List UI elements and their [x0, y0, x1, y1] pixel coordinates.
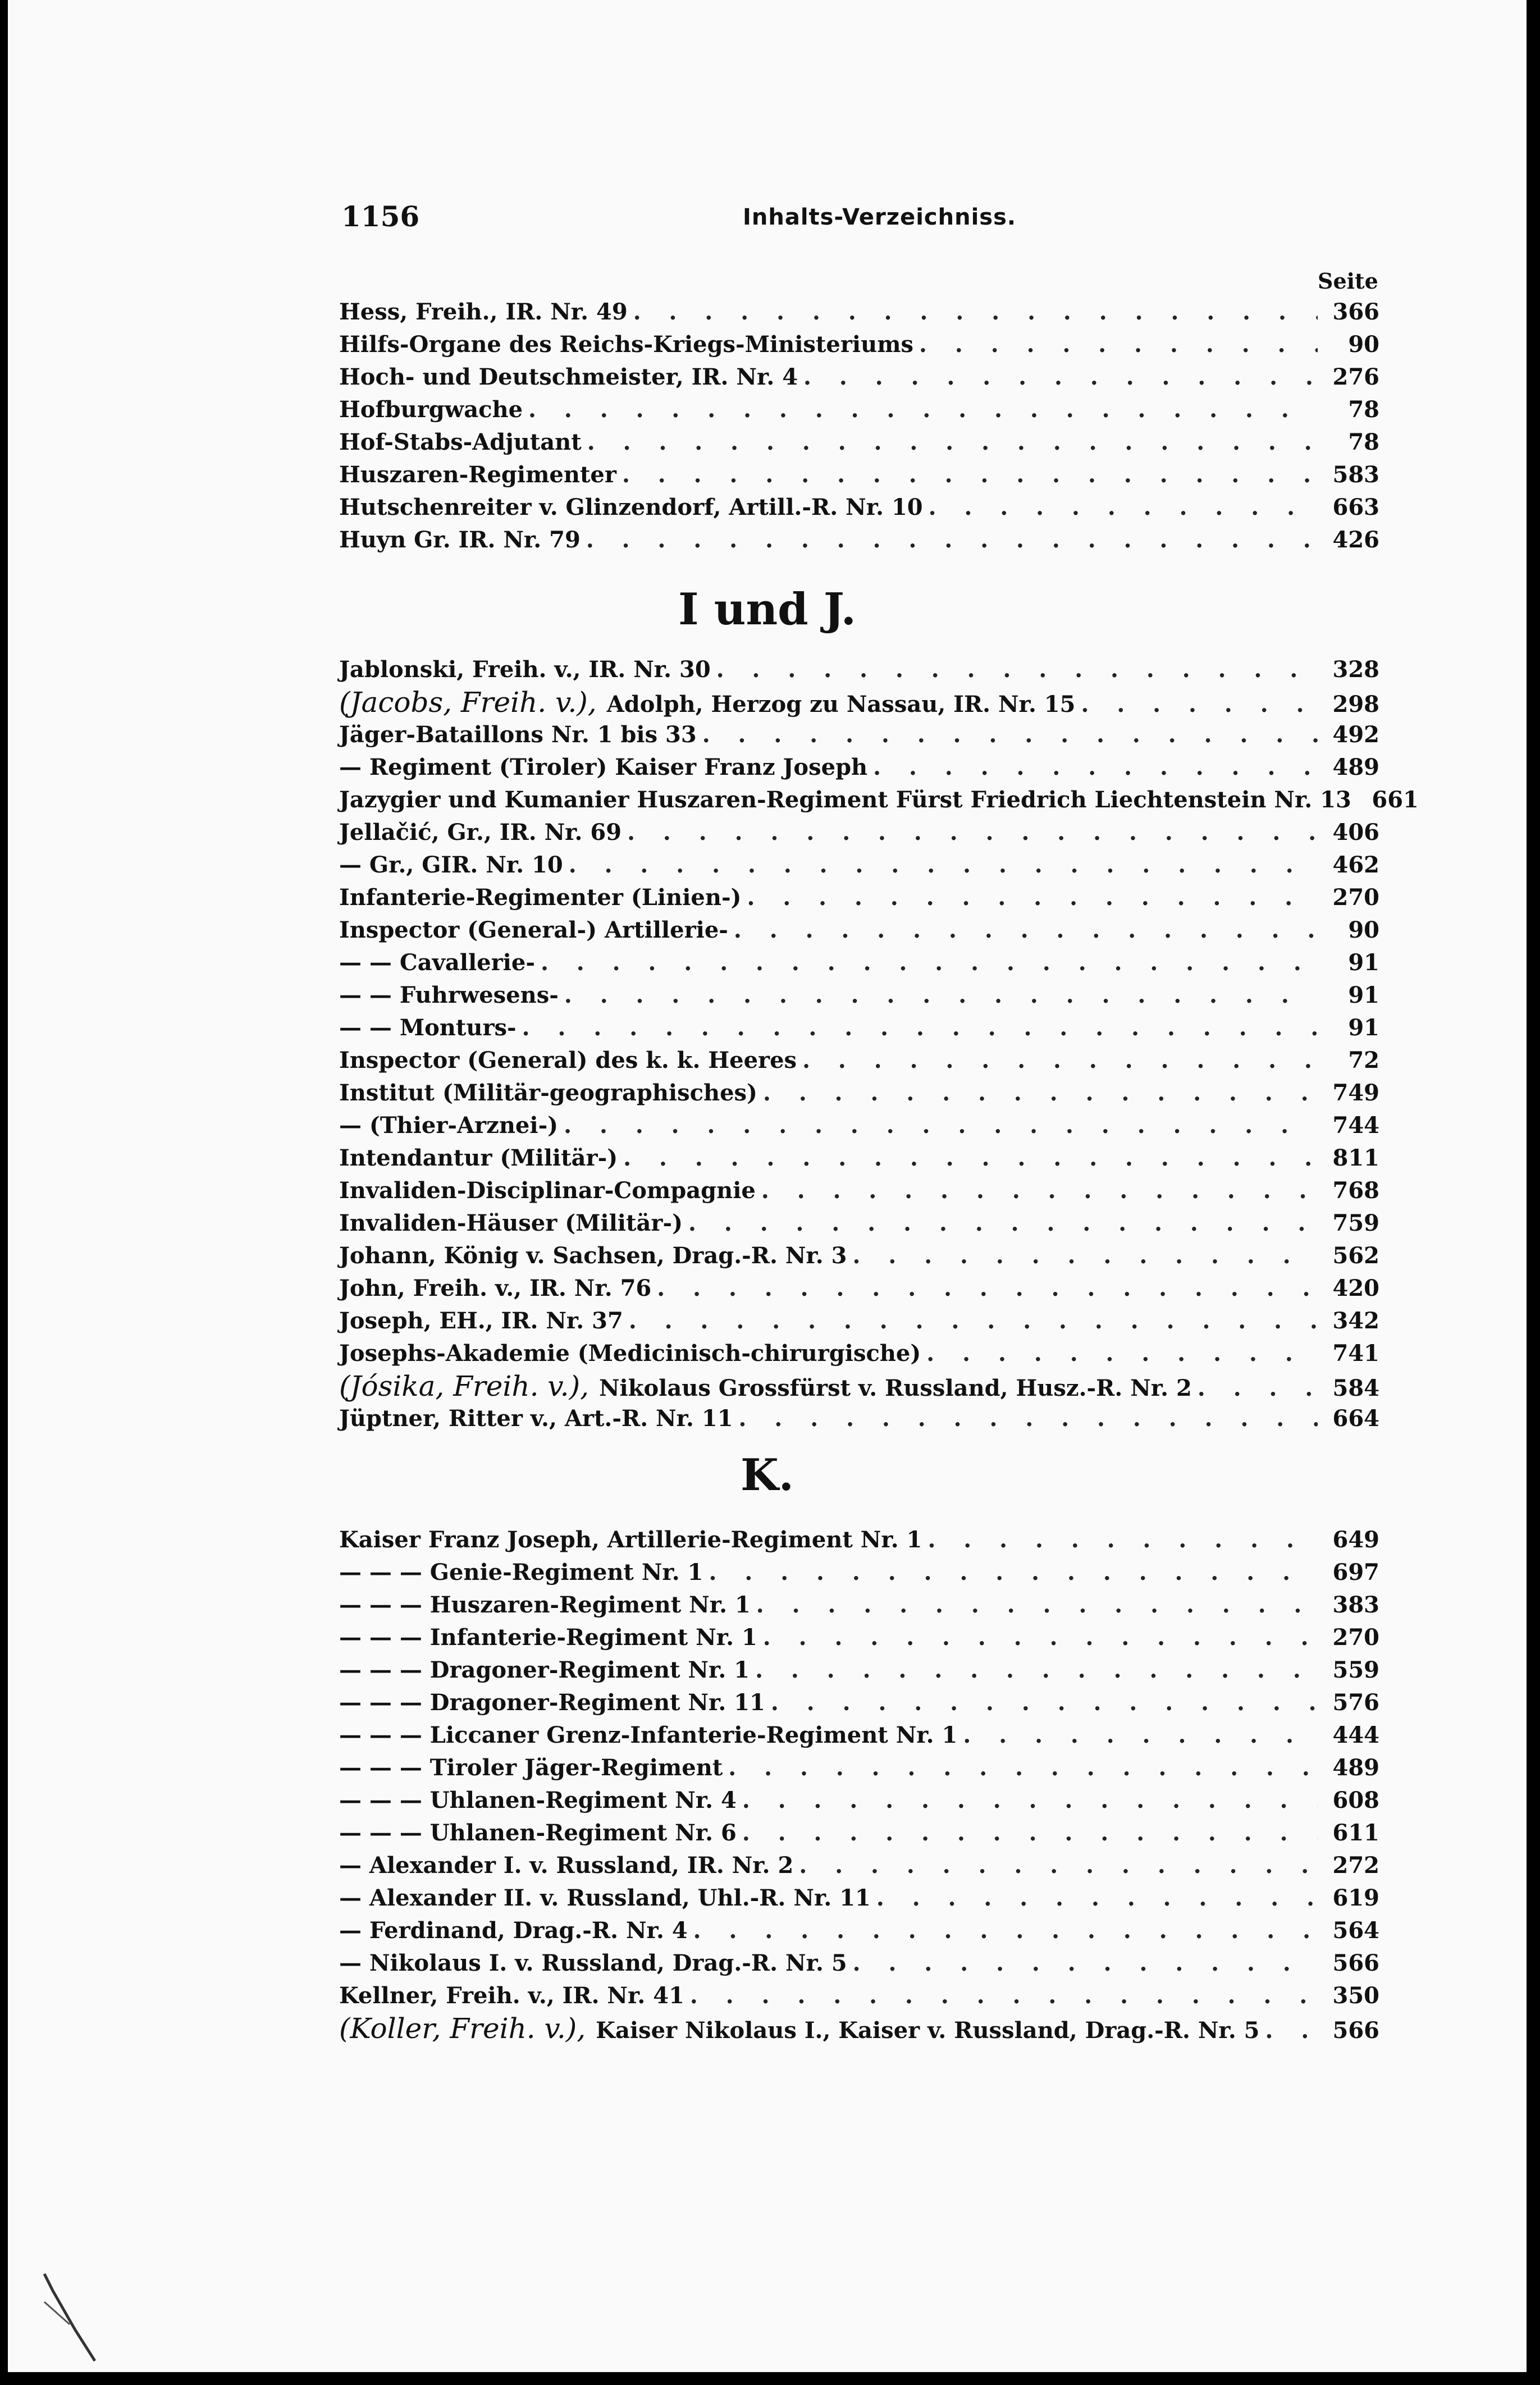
dot-leader	[963, 1719, 1318, 1752]
index-entry-page: 744	[1332, 1112, 1379, 1139]
index-entry-label: Invaliden-Häuser (Militär-)	[339, 1210, 683, 1236]
index-entry-label: Jellačić, Gr., IR. Nr. 69	[339, 819, 622, 846]
index-entry	[339, 1621, 1379, 1654]
index-entry-label: Hutschenreiter v. Glinzendorf, Artill.-R. Nr. 10	[339, 494, 923, 520]
index-entry-page: 91	[1348, 1015, 1379, 1041]
index-entry-page: 90	[1348, 917, 1379, 943]
dot-leader	[734, 914, 1318, 947]
index-entry	[339, 947, 1379, 979]
index-entry	[339, 394, 1379, 426]
index-block-k	[339, 1524, 1379, 2045]
dot-leader	[564, 979, 1318, 1012]
index-entry-label: Huszaren-Regimenter	[339, 462, 616, 488]
index-entry	[339, 1915, 1379, 1947]
index-entry-page: 78	[1348, 429, 1379, 455]
dot-leader	[522, 1012, 1318, 1044]
index-entry	[339, 1402, 1379, 1435]
index-entry-label: Huyn Gr. IR. Nr. 79	[339, 527, 581, 553]
dot-leader	[1081, 688, 1318, 721]
index-entry-label: Adolph, Herzog zu Nassau, IR. Nr. 15	[606, 691, 1076, 718]
dot-leader	[876, 1882, 1318, 1915]
index-entry-label: Hofburgwache	[339, 396, 523, 423]
dot-leader	[688, 1207, 1318, 1240]
index-entry-page: 350	[1332, 1982, 1379, 2009]
index-entry-page: 566	[1332, 2017, 1379, 2044]
index-entry-page: 366	[1332, 299, 1379, 325]
dot-leader	[742, 1817, 1318, 1849]
index-entry-italic-name: (Jósika, Freih. v.),	[339, 1370, 589, 1402]
index-entry-label: — Alexander II. v. Russland, Uhl.-R. Nr. 11	[339, 1885, 871, 1911]
page-fold-mark	[42, 2268, 103, 2364]
index-entry	[339, 719, 1379, 751]
index-entry-page: 584	[1332, 1375, 1379, 1401]
index-entry-page: 559	[1332, 1657, 1379, 1683]
dot-leader	[756, 1589, 1318, 1621]
index-entry-italic-name: (Koller, Freih. v.),	[339, 2012, 586, 2045]
dot-leader	[569, 849, 1318, 881]
running-head	[341, 200, 1341, 234]
page-column-header: Seite	[1318, 268, 1378, 294]
index-block-h	[339, 296, 1379, 556]
dot-leader	[1198, 1372, 1318, 1405]
index-entry-label: — — — Dragoner-Regiment Nr. 11	[339, 1689, 765, 1716]
index-entry	[339, 816, 1379, 849]
index-entry-label: Jüptner, Ritter v., Art.-R. Nr. 11	[339, 1405, 733, 1432]
index-entry-page: 697	[1332, 1559, 1379, 1586]
dot-leader	[633, 296, 1318, 328]
index-entry	[339, 1240, 1379, 1272]
index-entry-page: 811	[1332, 1145, 1379, 1171]
index-entry-label: Jazygier und Kumanier Huszaren-Regiment Fürst Friedrich Liechtenstein Nr. 13	[339, 787, 1351, 813]
index-entry-label: Hilfs-Organe des Reichs-Kriegs-Ministeriums	[339, 331, 914, 358]
dot-leader	[657, 1272, 1318, 1305]
index-entry-page: 611	[1332, 1820, 1379, 1846]
index-entry	[339, 296, 1379, 328]
dot-leader	[586, 524, 1318, 556]
dot-leader	[926, 1337, 1318, 1370]
index-entry-label: Joseph, EH., IR. Nr. 37	[339, 1308, 623, 1334]
index-entry-page: 619	[1332, 1885, 1379, 1911]
index-entry	[339, 1272, 1379, 1305]
index-entry	[339, 459, 1379, 491]
index-entry-page: 426	[1332, 527, 1379, 553]
index-entry-page: 78	[1348, 396, 1379, 423]
index-entry-label: — Regiment (Tiroler) Kaiser Franz Joseph	[339, 754, 868, 780]
index-entry-page: 564	[1332, 1917, 1379, 1944]
index-entry-page: 91	[1348, 949, 1379, 976]
index-entry-page: 566	[1332, 1950, 1379, 1976]
dot-leader	[564, 1109, 1318, 1142]
dot-leader	[623, 1142, 1318, 1175]
index-entry	[339, 1175, 1379, 1207]
dot-leader	[739, 1402, 1318, 1435]
dot-leader	[803, 361, 1318, 394]
index-entry-page: 489	[1332, 754, 1379, 780]
index-entry	[339, 654, 1379, 686]
section-heading-k: K.	[741, 1450, 794, 1501]
index-entry-label: Hess, Freih., IR. Nr. 49	[339, 299, 628, 325]
dot-leader	[716, 654, 1318, 686]
index-entry-label: Institut (Militär-geographisches)	[339, 1080, 757, 1106]
index-entry-label: — — — Liccaner Grenz-Infanterie-Regiment Nr. 1	[339, 1722, 958, 1748]
index-entry-label: — — — Uhlanen-Regiment Nr. 6	[339, 1820, 737, 1846]
dot-leader	[763, 1077, 1318, 1109]
dot-leader	[802, 1044, 1318, 1077]
dot-leader	[742, 1784, 1318, 1817]
index-entry-page: 649	[1332, 1527, 1379, 1553]
index-entry	[339, 1337, 1379, 1370]
running-title: Inhalts-Verzeichniss.	[743, 204, 1017, 230]
index-entry	[339, 2012, 1379, 2045]
index-entry-page: 749	[1332, 1080, 1379, 1106]
index-entry-label: Invaliden-Disciplinar-Compagnie	[339, 1177, 756, 1204]
index-entry	[339, 1947, 1379, 1980]
index-entry	[339, 979, 1379, 1012]
index-entry-label: — — Fuhrwesens-	[339, 982, 559, 1008]
page-number: 1156	[341, 200, 420, 233]
index-entry-label: Kaiser Franz Joseph, Artillerie-Regiment Nr. 1	[339, 1527, 922, 1553]
index-entry	[339, 1882, 1379, 1915]
dot-leader	[771, 1687, 1318, 1719]
index-entry	[339, 1752, 1379, 1784]
index-entry-label: Nikolaus Grossfürst v. Russland, Husz.-R. Nr. 2	[598, 1375, 1192, 1401]
index-entry-label: John, Freih. v., IR. Nr. 76	[339, 1275, 652, 1301]
index-entry-label: Josephs-Akademie (Medicinisch-chirurgische)	[339, 1340, 921, 1367]
index-entry-label: — — — Uhlanen-Regiment Nr. 4	[339, 1787, 737, 1813]
book-page	[8, 0, 1527, 2372]
index-entry-page: 462	[1332, 852, 1379, 878]
index-entry	[339, 361, 1379, 394]
index-entry	[339, 491, 1379, 524]
index-entry-label: Infanterie-Regimenter (Linien-)	[339, 884, 742, 911]
index-entry-label: — — — Genie-Regiment Nr. 1	[339, 1559, 703, 1586]
index-entry-label: Kellner, Freih. v., IR. Nr. 41	[339, 1982, 684, 2009]
index-entry-page: 583	[1332, 462, 1379, 488]
index-entry	[339, 1687, 1379, 1719]
dot-leader	[693, 1915, 1318, 1947]
index-entry-label: Jäger-Bataillons Nr. 1 bis 33	[339, 721, 697, 748]
index-entry	[339, 1556, 1379, 1589]
index-entry-label: Inspector (General) des k. k. Heeres	[339, 1047, 797, 1073]
index-entry-page: 768	[1332, 1177, 1379, 1204]
index-entry	[339, 1012, 1379, 1044]
index-entry-page: 664	[1332, 1405, 1379, 1432]
index-entry-label: Hoch- und Deutschmeister, IR. Nr. 4	[339, 364, 798, 390]
dot-leader	[873, 751, 1318, 784]
index-entry-label: Jablonski, Freih. v., IR. Nr. 30	[339, 656, 711, 683]
index-entry	[339, 1654, 1379, 1687]
index-entry-label: — — — Infanterie-Regiment Nr. 1	[339, 1624, 757, 1651]
index-entry-label: — Nikolaus I. v. Russland, Drag.-R. Nr. 5	[339, 1950, 847, 1976]
index-entry	[339, 1370, 1379, 1402]
index-entry-label: Kaiser Nikolaus I., Kaiser v. Russland, Drag.-R. Nr. 5	[596, 2017, 1260, 2044]
dot-leader	[853, 1240, 1318, 1272]
index-entry	[339, 1044, 1379, 1077]
index-entry	[339, 784, 1419, 816]
dot-leader	[747, 881, 1318, 914]
index-entry-label: — (Thier-Arznei-)	[339, 1112, 559, 1139]
index-entry	[339, 328, 1379, 361]
dot-leader	[627, 816, 1318, 849]
index-entry-page: 444	[1332, 1722, 1379, 1748]
index-entry	[339, 686, 1379, 719]
index-block-i-j	[339, 654, 1419, 1435]
dot-leader	[919, 328, 1318, 361]
dot-leader	[929, 491, 1318, 524]
dot-leader	[853, 1947, 1318, 1980]
index-entry-italic-name: (Jacobs, Freih. v.),	[339, 686, 597, 719]
index-entry-label: — Alexander I. v. Russland, IR. Nr. 2	[339, 1852, 794, 1879]
dot-leader	[799, 1849, 1318, 1882]
index-entry-page: 562	[1332, 1242, 1379, 1269]
index-entry	[339, 1142, 1379, 1175]
index-entry-page: 576	[1332, 1689, 1379, 1716]
dot-leader	[629, 1305, 1318, 1337]
dot-leader	[761, 1175, 1318, 1207]
index-entry-page: 298	[1332, 691, 1379, 718]
dot-leader	[927, 1524, 1318, 1556]
dot-leader	[709, 1556, 1318, 1589]
index-entry	[339, 1817, 1379, 1849]
index-entry-page: 383	[1332, 1592, 1379, 1618]
dot-leader	[1265, 2014, 1318, 2047]
index-entry	[339, 881, 1379, 914]
index-entry	[339, 1784, 1379, 1817]
index-entry-page: 90	[1348, 331, 1379, 358]
index-entry-page: 492	[1332, 721, 1379, 748]
index-entry-label: Inspector (General-) Artillerie-	[339, 917, 728, 943]
index-entry-label: Hof-Stabs-Adjutant	[339, 429, 582, 455]
index-entry-page: 608	[1332, 1787, 1379, 1813]
index-entry-page: 420	[1332, 1275, 1379, 1301]
dot-leader	[541, 947, 1318, 979]
index-entry-page: 489	[1332, 1755, 1379, 1781]
index-entry	[339, 1980, 1379, 2012]
dot-leader	[763, 1621, 1318, 1654]
index-entry	[339, 914, 1379, 947]
index-entry-label: — — — Tiroler Jäger-Regiment	[339, 1755, 723, 1781]
index-entry-page: 406	[1332, 819, 1379, 846]
dot-leader	[622, 459, 1318, 491]
dot-leader	[528, 394, 1318, 426]
dot-leader	[755, 1654, 1318, 1687]
index-entry-page: 270	[1332, 1624, 1379, 1651]
index-entry	[339, 751, 1379, 784]
index-entry-label: — — — Huszaren-Regiment Nr. 1	[339, 1592, 751, 1618]
index-entry	[339, 1109, 1379, 1142]
index-entry-page: 741	[1332, 1340, 1379, 1367]
dot-leader	[587, 426, 1318, 459]
dot-leader	[690, 1980, 1318, 2012]
dot-leader	[702, 719, 1318, 751]
index-entry-page: 663	[1332, 494, 1379, 520]
index-entry-label: — — Monturs-	[339, 1015, 517, 1041]
index-entry	[339, 1207, 1379, 1240]
index-entry	[339, 1589, 1379, 1621]
index-entry-page: 91	[1348, 982, 1379, 1008]
index-entry	[339, 1305, 1379, 1337]
index-entry-page: 276	[1332, 364, 1379, 390]
index-entry-page: 759	[1332, 1210, 1379, 1236]
index-entry-page: 272	[1332, 1852, 1379, 1879]
index-entry	[339, 524, 1379, 556]
index-entry-page: 72	[1348, 1047, 1379, 1073]
index-entry-label: — — Cavallerie-	[339, 949, 535, 976]
index-entry	[339, 1719, 1379, 1752]
index-entry	[339, 1849, 1379, 1882]
index-entry-page: 328	[1332, 656, 1379, 683]
index-entry-label: — — — Dragoner-Regiment Nr. 1	[339, 1657, 750, 1683]
index-entry	[339, 1524, 1379, 1556]
index-entry-page: 270	[1332, 884, 1379, 911]
index-entry-label: Intendantur (Militär-)	[339, 1145, 618, 1171]
index-entry-label: — Ferdinand, Drag.-R. Nr. 4	[339, 1917, 688, 1944]
index-entry	[339, 426, 1379, 459]
index-entry-page: 342	[1332, 1308, 1379, 1334]
index-entry-page: 661	[1372, 787, 1419, 813]
dot-leader	[728, 1752, 1318, 1784]
index-entry-label: — Gr., GIR. Nr. 10	[339, 852, 563, 878]
index-entry	[339, 849, 1379, 881]
index-entry	[339, 1077, 1379, 1109]
index-entry-label: Johann, König v. Sachsen, Drag.-R. Nr. 3	[339, 1242, 847, 1269]
section-heading-i-j: I und J.	[678, 584, 856, 635]
